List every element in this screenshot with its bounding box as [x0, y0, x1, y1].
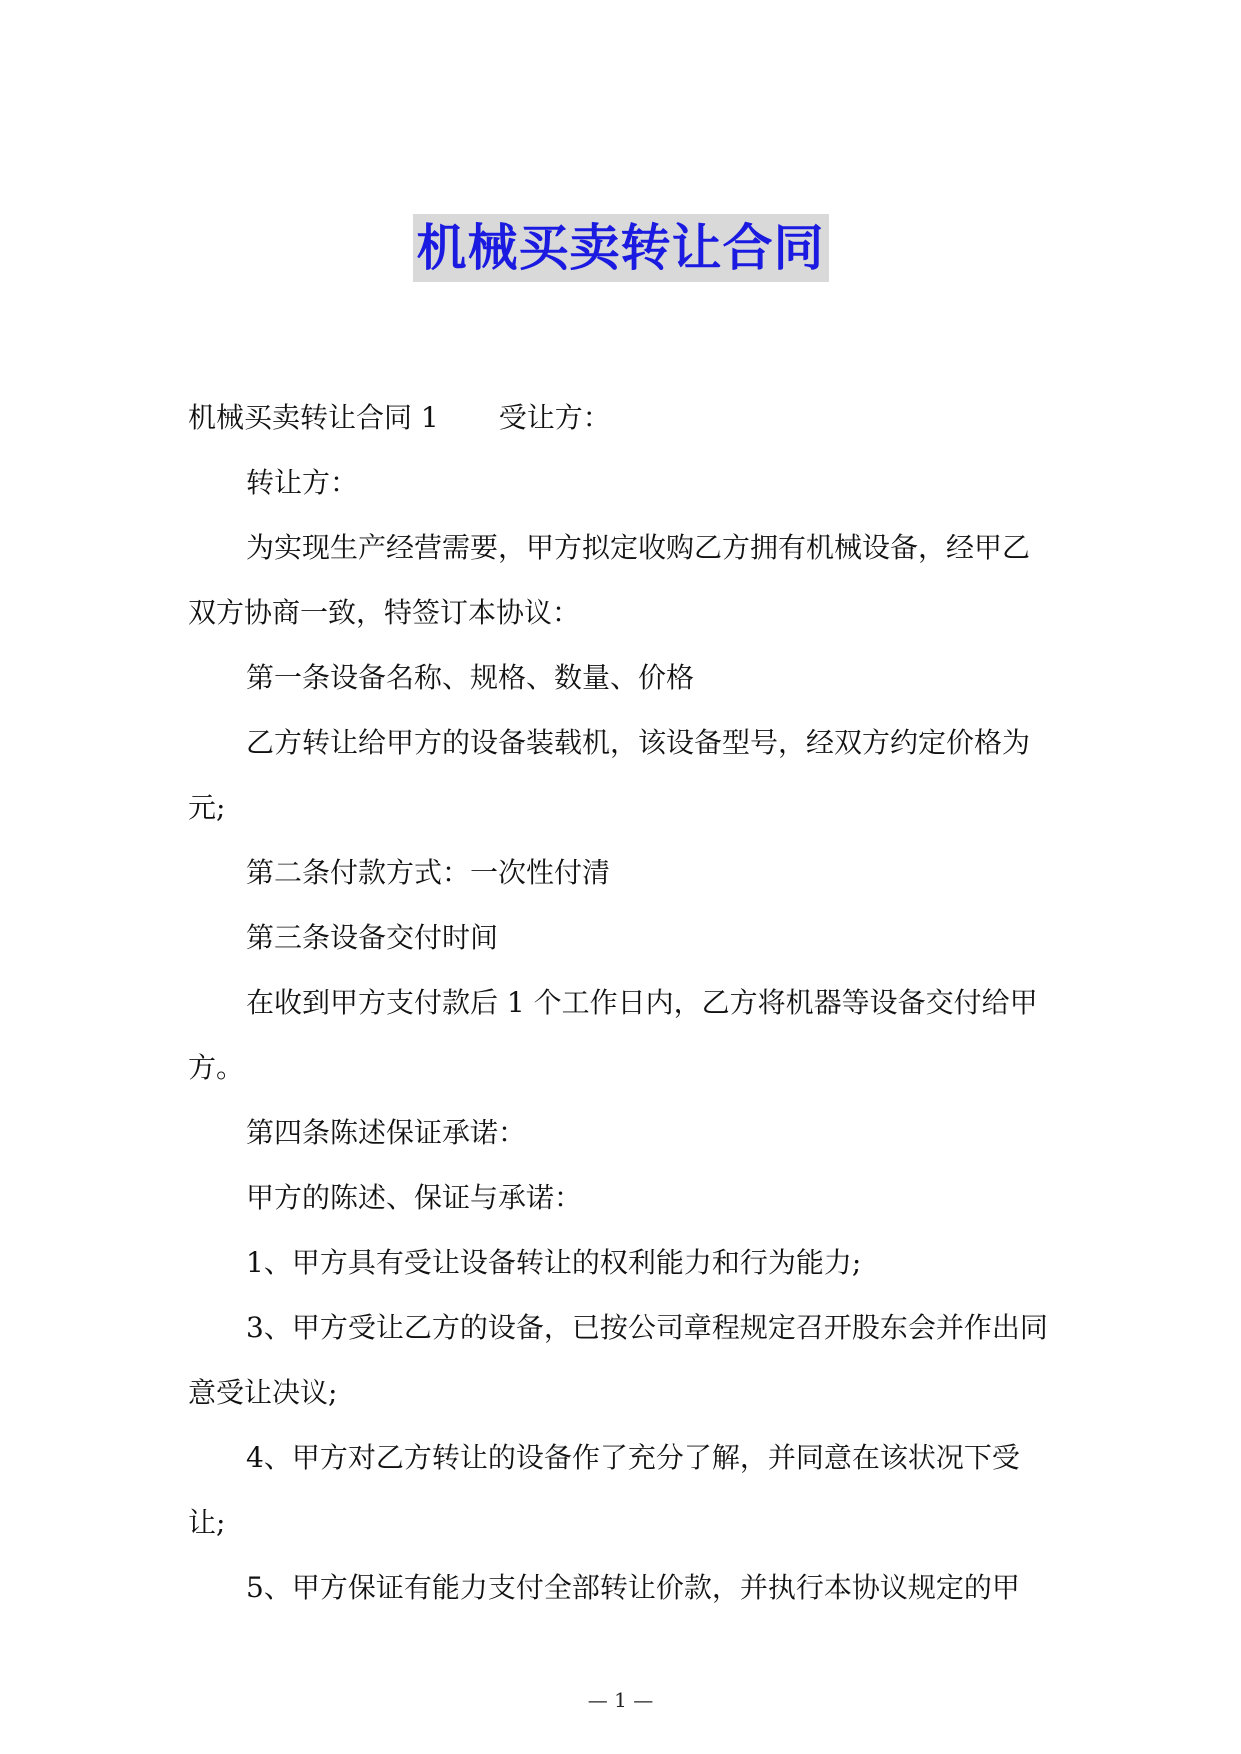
heading-line-right: 受让方：: [498, 401, 611, 434]
title-wrap: [0, 214, 1241, 282]
paragraph-article-1-body: 乙方转让给甲方的设备装载机，该设备型号，经双方约定价格为元;: [188, 726, 1031, 824]
heading-line-left: 机械买卖转让合同 1: [188, 401, 439, 434]
paragraph-article-4: 第四条陈述保证承诺：: [246, 1116, 527, 1149]
document-body: [188, 385, 1054, 1620]
paragraph-article-2: 第二条付款方式：一次性付清: [246, 856, 611, 889]
paragraph-preamble: 为实现生产经营需要，甲方拟定收购乙方拥有机械设备，经甲乙双方协商一致，特签订本协议：: [188, 531, 1031, 629]
list-item-3: 3、甲方受让乙方的设备，已按公司章程规定召开股东会并作出同意受让决议;: [188, 1311, 1048, 1409]
list-item-4: 4、甲方对乙方转让的设备作了充分了解，并同意在该状况下受让;: [188, 1441, 1020, 1539]
paragraph-party-a-statement: 甲方的陈述、保证与承诺：: [246, 1181, 583, 1214]
paragraph-article-3-body: 在收到甲方支付款后 1 个工作日内，乙方将机器等设备交付给甲方。: [188, 986, 1038, 1084]
paragraph-article-1: 第一条设备名称、规格、数量、价格: [246, 661, 695, 694]
paragraph-article-3: 第三条设备交付时间: [246, 921, 499, 954]
page-number: — 1 —: [587, 1688, 654, 1712]
heading-line: [188, 385, 1054, 450]
list-item-5: 5、甲方保证有能力支付全部转让价款，并执行本协议规定的甲: [246, 1571, 1020, 1604]
paragraph-transferor: 转让方：: [246, 466, 359, 499]
document-title: 机械买卖转让合同: [413, 214, 829, 282]
list-item-1: 1、甲方具有受让设备转让的权利能力和行为能力;: [246, 1246, 862, 1279]
